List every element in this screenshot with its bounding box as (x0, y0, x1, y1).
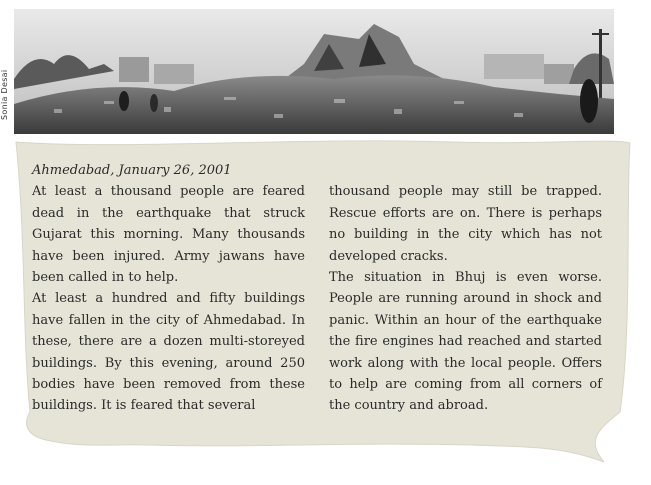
article-paragraph: thousand people may still be trapped. Rescue efforts are on. There is perhaps no building in the city which has not developed cracks. (329, 184, 602, 264)
photo-credit: Sonia Desai (0, 69, 9, 121)
article-dateline: Ahmedabad, January 26, 2001 (32, 163, 232, 178)
news-article (32, 160, 602, 417)
article-left-column (32, 181, 305, 416)
article-paragraph: At least a hundred and fifty buildings have fallen in the city of Ahmedabad. In these, there are a dozen multi-storeyed buildings. By this evening, around 250 bodies have been removed from these buildings. It is feared that several (32, 291, 305, 414)
article-right-column (329, 181, 602, 416)
article-paragraph: At least a thousand people are feared dead in the earthquake that struck Gujarat this morning. Many thousands have been injured. Army jawans have been called in to help. (32, 184, 305, 286)
article-paragraph: The situation in Bhuj is even worse. People are running around in shock and panic. Within an hour of the earthquake the fire engines had reached and started work along with the local people. Offers to help are coming from all corners of the country and abroad. (329, 270, 602, 414)
